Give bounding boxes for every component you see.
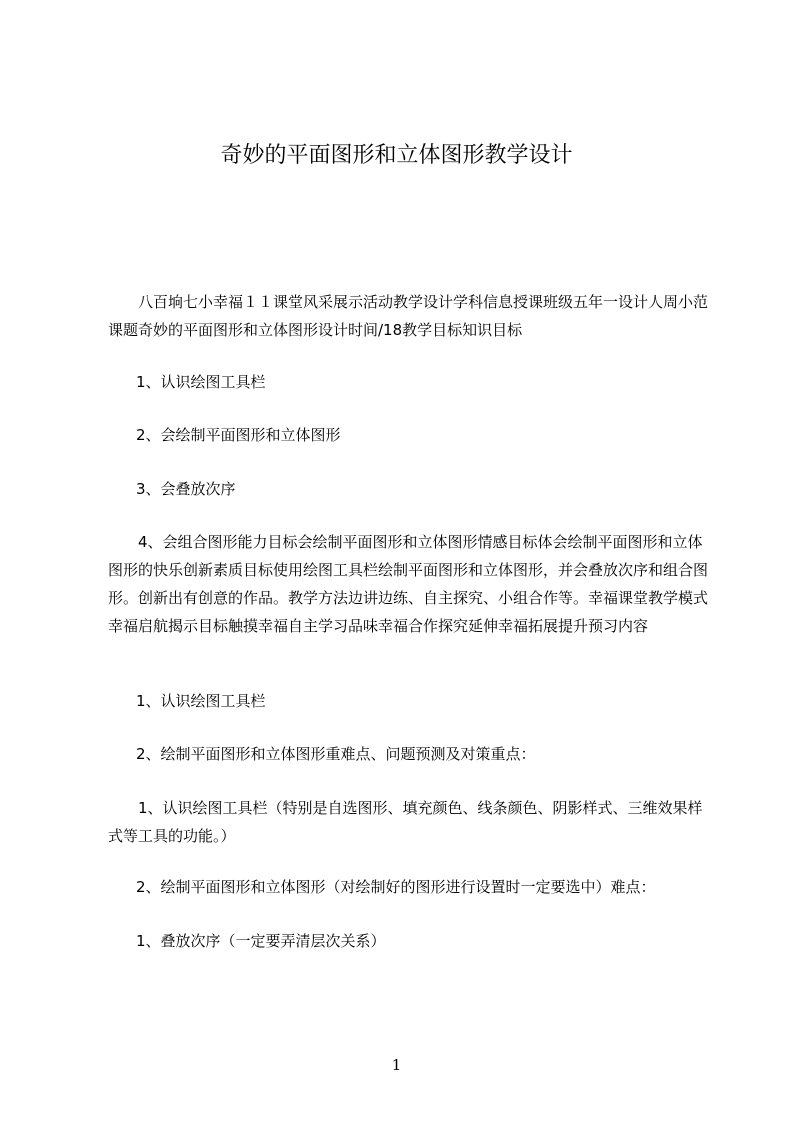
page-number: 1 — [391, 1056, 402, 1074]
intro-paragraph: 八百垧七小幸福１１课堂风采展示活动教学设计学科信息授课班级五年一设计人周小范课题奇妙的平面图形和立体图形设计时间/18教学目标知识目标 — [108, 293, 709, 339]
list-item: 1、认识绘图工具栏 — [136, 692, 266, 710]
list-item: 2、绘制平面图形和立体图形（对绘制好的图形进行设置时一定要选中）难点： — [136, 878, 656, 896]
document-title: 奇妙的平面图形和立体图形教学设计 — [220, 143, 573, 168]
goals-paragraph: 4、会组合图形能力目标会绘制平面图形和立体图形情感目标体会绘制平面图形和立体图形的快乐创新素质目标使用绘图工具栏绘制平面图形和立体图形，并会叠放次序和组合图形。创新出有创意的作品。教学方法边讲边练、自主探究、小组合作等。幸福课堂教学模式幸福启航揭示目标触摸幸福自主学习品味幸福合作探究延伸幸福拓展提升预习内容 — [108, 533, 709, 635]
key-point-paragraph: 1、认识绘图工具栏（特别是自选图形、填充颜色、线条颜色、阴影样式、三维效果样式等工具的功能。） — [108, 799, 703, 845]
list-item: 2、会绘制平面图形和立体图形 — [136, 426, 341, 444]
list-item: 1、认识绘图工具栏 — [136, 373, 266, 391]
list-item: 3、会叠放次序 — [136, 480, 236, 498]
list-item: 2、绘制平面图形和立体图形重难点、问题预测及对策重点： — [136, 745, 536, 763]
list-item: 1、叠放次序（一定要弄清层次关系） — [136, 932, 386, 950]
